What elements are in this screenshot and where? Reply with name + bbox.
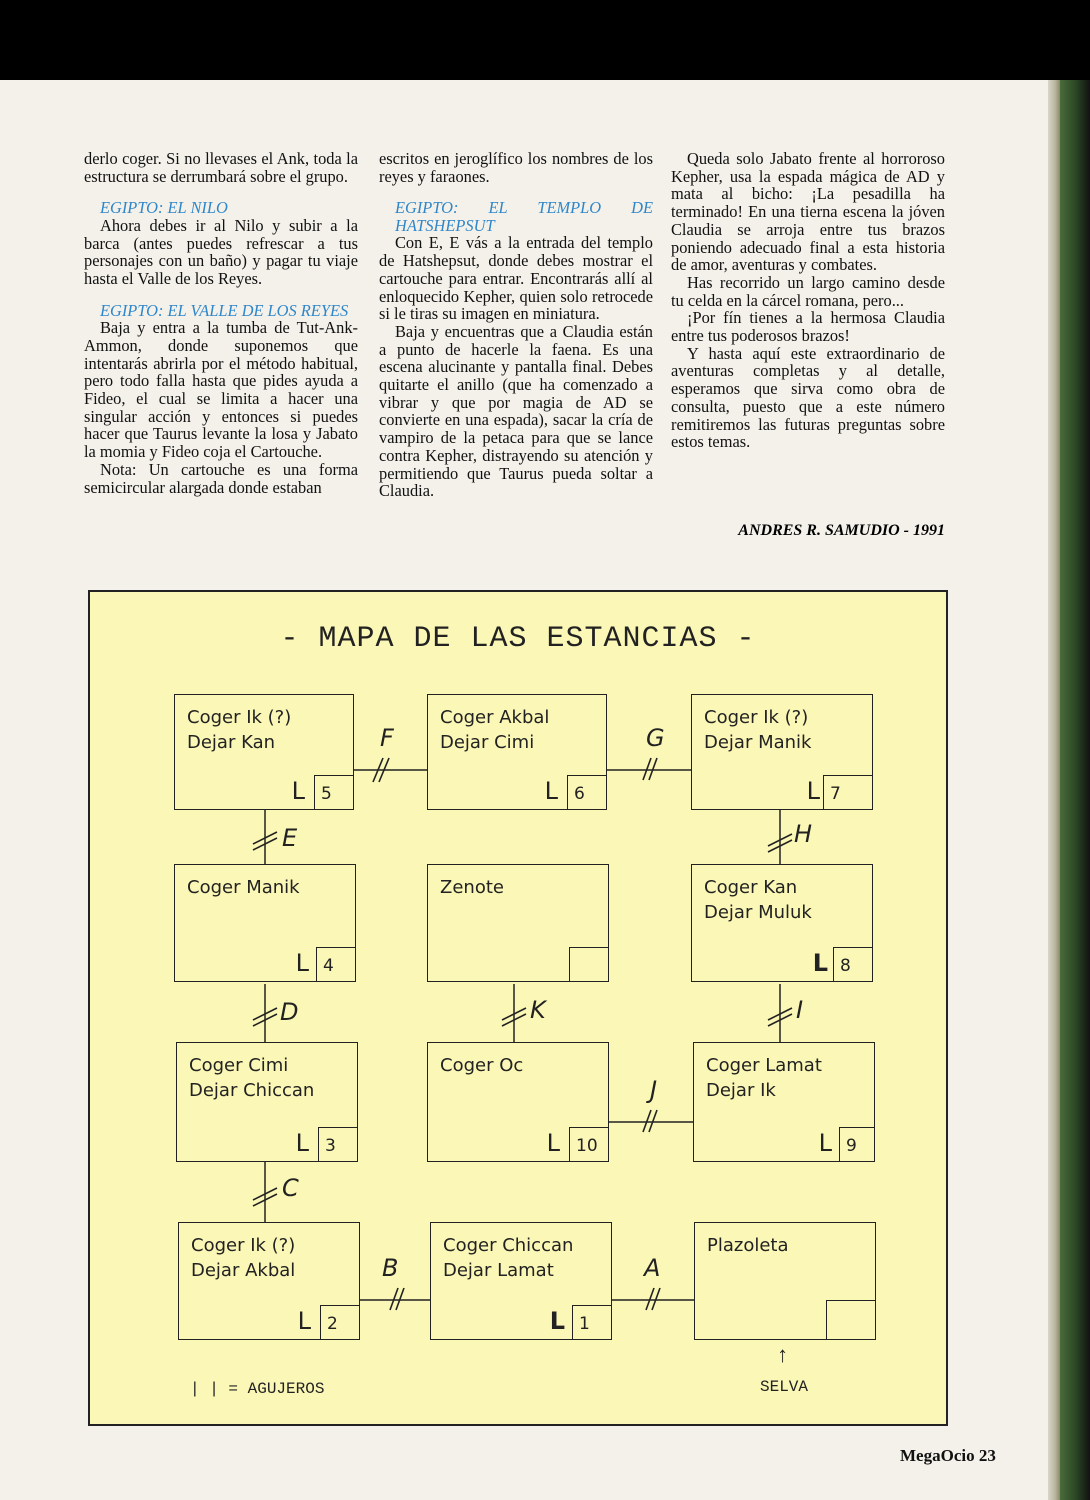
room-4 [174, 864, 356, 982]
section-heading-nilo: EGIPTO: EL NILO [100, 198, 228, 218]
room-plazoleta [694, 1222, 876, 1340]
room-action: Coger Akbal [440, 707, 550, 728]
connector-label-h: H [794, 820, 813, 848]
connector-label-e: E [282, 824, 298, 852]
connector-label-g: G [646, 724, 665, 752]
room-number: 3 [318, 1127, 358, 1162]
room-number: 5 [314, 775, 354, 810]
paragraph: Nota: Un cartouche es una forma semicircular alargada donde estaban [84, 459, 358, 497]
section-heading-templo: EGIPTO: EL TEMPLO DE HATSHEPSUT [395, 198, 653, 235]
room-number: 8 [833, 947, 873, 982]
paragraph: escritos en jeroglífico los nombres de los reyes y faraones. [379, 149, 653, 186]
map-title: - MAPA DE LAS ESTANCIAS - [280, 622, 756, 656]
page-spine [1048, 80, 1060, 1500]
exit-label: SELVA [760, 1378, 809, 1396]
ladder-mark: L [546, 1129, 560, 1157]
ladder-mark: L [549, 1307, 565, 1335]
author-signature: ANDRES R. SAMUDIO - 1991 [738, 522, 945, 539]
room-action: Dejar Ik [706, 1080, 776, 1101]
room-number: 7 [823, 775, 873, 810]
room-action: Dejar Cimi [440, 732, 535, 753]
room-1 [430, 1222, 612, 1340]
paragraph: Ahora debes ir al Nilo y subir a la barca (antes puedes refrescar a tus personajes con un baño) y pagar tu viaje hasta el Valle de los Reyes. [84, 215, 358, 289]
room-action: Coger Ik (?) [704, 707, 809, 728]
room-name: Plazoleta [707, 1235, 789, 1256]
room-action: Coger Chiccan [443, 1235, 574, 1256]
paragraph: Y hasta aquí este extraordinario de aventuras completas y al detalle, esperamos que sirva como obra de consulta, puesto que a este número remitiremos las futuras preguntas sobre estos temas. [671, 343, 945, 452]
room-number-empty [569, 947, 609, 982]
article-column-2 [379, 150, 653, 500]
paragraph: ¡Por fín tienes a la hermosa Claudia entre tus poderosos brazos! [671, 308, 945, 346]
up-arrow-icon: ↑ [776, 1344, 790, 1369]
paragraph: Has recorrido un largo camino desde tu celda en la cárcel romana, pero... [671, 272, 945, 310]
room-action: Dejar Akbal [191, 1260, 296, 1281]
section-heading-valle: EGIPTO: EL VALLE DE LOS REYES [100, 300, 349, 320]
connector-label-k: K [530, 996, 546, 1024]
paragraph: Queda solo Jabato frente al horroroso Kepher, usa la espada mágica de AD y mata al bicho: ¡La pesadilla ha terminado! En una tierna escena la jóven Claudia se arroja entre tus brazos poniendo adecuado final a esta historia de amor, aventuras y combates. [671, 149, 945, 275]
room-action: Dejar Kan [187, 732, 276, 753]
room-number: 2 [320, 1305, 360, 1340]
connector-label-j: J [650, 1076, 658, 1104]
room-7 [691, 694, 873, 810]
ladder-mark: L [818, 1129, 832, 1157]
room-3 [176, 1042, 358, 1162]
room-number: 4 [316, 947, 356, 982]
room-action: Dejar Manik [704, 732, 812, 753]
connector-label-f: F [380, 724, 394, 752]
room-action: Coger Cimi [189, 1055, 289, 1076]
article-column-3 [671, 150, 945, 451]
paragraph: derlo coger. Si no llevases el Ank, toda la estructura se derrumbará sobre el grupo. [84, 149, 358, 186]
room-action: Coger Oc [440, 1055, 524, 1076]
room-number: 1 [572, 1305, 612, 1340]
room-5 [174, 694, 354, 810]
room-action: Coger Kan [704, 877, 798, 898]
binding-edge [1060, 80, 1090, 1500]
room-name: Zenote [440, 877, 504, 898]
room-action: Coger Ik (?) [191, 1235, 296, 1256]
room-8 [691, 864, 873, 982]
room-6 [427, 694, 607, 810]
connector-label-b: B [382, 1254, 399, 1282]
map-legend: | | = AGUJEROS [190, 1380, 325, 1398]
connector-label-a: A [644, 1254, 661, 1282]
room-number: 9 [839, 1127, 875, 1162]
room-action: Coger Manik [187, 877, 300, 898]
article-column-1 [84, 150, 358, 496]
room-zenote [427, 864, 609, 982]
page-footer: MegaOcio 23 [900, 1446, 996, 1465]
room-10 [427, 1042, 609, 1162]
ladder-mark: L [297, 1307, 311, 1335]
room-number-empty [826, 1300, 876, 1340]
ladder-mark: L [806, 777, 820, 805]
room-action: Dejar Chiccan [189, 1080, 315, 1101]
room-action: Dejar Lamat [443, 1260, 554, 1281]
room-action: Dejar Muluk [704, 902, 812, 923]
ladder-mark: L [812, 949, 828, 977]
connector-label-i: I [796, 996, 804, 1024]
ladder-mark: L [295, 949, 309, 977]
ladder-mark: L [291, 777, 305, 805]
room-action: Coger Ik (?) [187, 707, 292, 728]
room-number: 6 [567, 775, 607, 810]
connector-label-c: C [282, 1174, 299, 1202]
connector-label-d: D [280, 998, 299, 1026]
room-number: 10 [569, 1127, 609, 1162]
ladder-mark: L [295, 1129, 309, 1157]
paragraph: Con E, E vás a la entrada del templo de Hatshepsut, donde debes mostrar el cartouche para entrar. Encontrarás allí al enloquecido Kepher, quien solo retrocede si le tiras su imagen en miniatura. [379, 233, 653, 324]
room-9 [693, 1042, 875, 1162]
ladder-mark: L [544, 777, 558, 805]
room-2 [178, 1222, 360, 1340]
paragraph: Baja y entra a la tumba de Tut-Ank-Ammon, donde suponemos que intentarás abrirla por el método habitual, pero todo falla hasta que pides ayuda a Fideo, el cual se limita a hacer una singular acción y entonces si puedes hacer que Taurus levante la losa y Jabato la momia y Fideo coja el Cartouche. [84, 318, 358, 462]
paragraph: Baja y encuentras que a Claudia están a punto de hacerle la faena. Es una escena alucinante y pantalla final. Debes quitarte el anillo (que ha comenzado a vibrar y que por magia de AD se convierte en una espada), sacar la cría de vampiro de la petaca para que se lance contra Kepher, distrayendo su atención y permitiendo que Taurus pueda soltar a Claudia. [379, 321, 653, 501]
room-action: Coger Lamat [706, 1055, 822, 1076]
room-map [88, 590, 948, 1426]
